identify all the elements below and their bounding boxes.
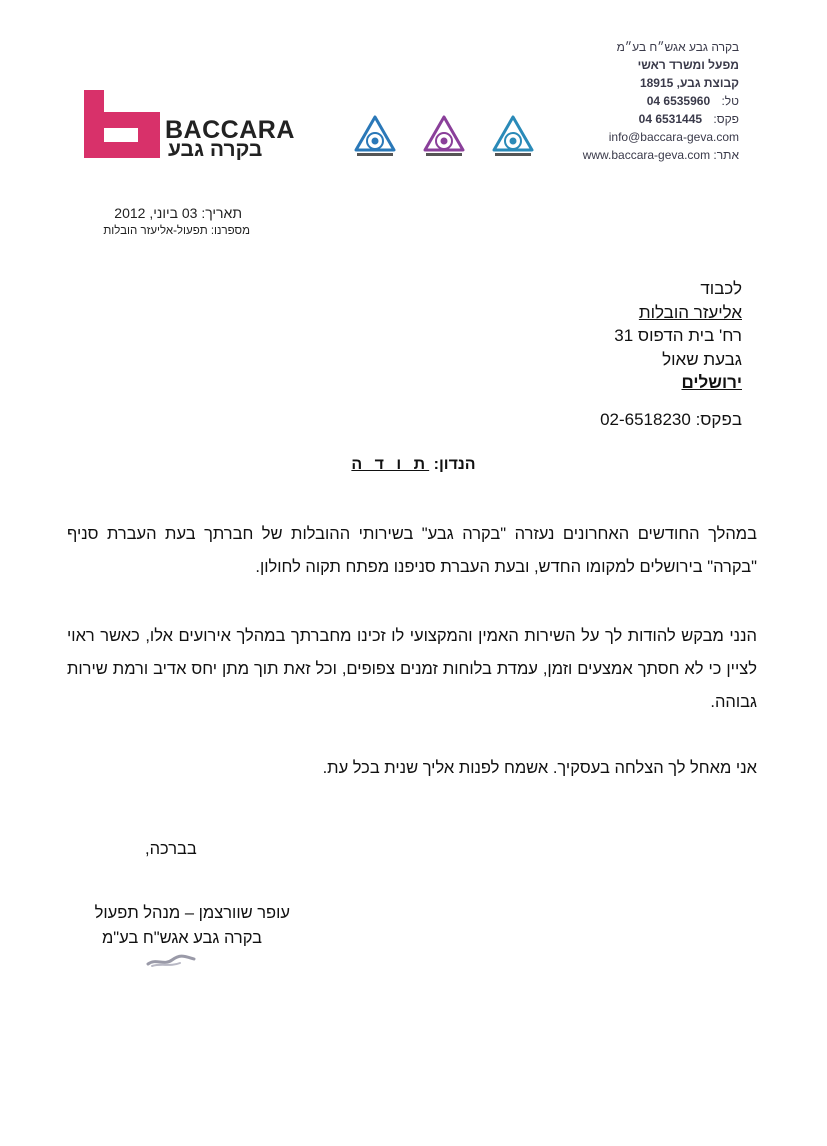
subject-line: [0, 456, 827, 474]
certification-seal-icon: [353, 114, 397, 160]
certification-seal-icon: [491, 114, 535, 160]
recipient-block: [614, 277, 742, 395]
recipient-city: ירושלים: [681, 373, 742, 392]
signer-name: עופר שוורצמן – מנהל תפעול: [94, 904, 290, 922]
fax-label: פקס:: [713, 112, 739, 126]
email-link[interactable]: info@baccara-geva.com: [608, 130, 739, 144]
closing-greeting: בברכה,: [145, 840, 197, 858]
recipient-area: גבעת שאול: [662, 349, 742, 369]
recipient-street: רח' בית הדפוס 31: [614, 326, 742, 345]
logo-text-hebrew: בקרה גבע: [168, 138, 263, 161]
body-paragraph-1: במהלך החודשים האחרונים נעזרה "בקרה גבע" בשירותי ההובלות של חברתך בעת העברת סניף "בקרה" בירושלים למקומו החדש, ובעת העברת סניפנו מפתח תקוה לחולון.: [67, 525, 757, 576]
body-paragraph-3: אני מאחל לך הצלחה בעסקיך. אשמח לפנות אליך שנית בכל עת.: [322, 759, 757, 777]
phone-row: [519, 92, 739, 110]
factory-line: מפעל ומשרד ראשי: [637, 58, 739, 72]
reference-number: מספרנו: תפעול-אליעזר הובלות: [103, 225, 250, 237]
signature-mark: [144, 950, 199, 970]
certification-seal-icon: [422, 114, 466, 160]
company-line: בקרה גבע אגש״ח בע״מ: [616, 40, 739, 54]
fax-line-label: בפקס:: [695, 410, 742, 429]
salutation: לכבוד: [700, 279, 742, 298]
fax-line: [600, 410, 742, 430]
subject-value: ת ו ד ה: [351, 456, 430, 473]
baccara-logo-mark: [84, 90, 160, 158]
fax-value: 04 6531445: [638, 112, 703, 126]
fax-row: [519, 110, 739, 128]
site-label: אתר:: [713, 148, 739, 162]
letter-date: תאריך: 03 ביוני, 2012: [114, 205, 242, 221]
website-link[interactable]: www.baccara-geva.com: [582, 148, 711, 162]
signer-company: בקרה גבע אגש"ח בע"מ: [101, 929, 262, 947]
logo-text-latin: BACCARA: [165, 116, 295, 144]
body-paragraph-2: הנני מבקש להודות לך על השירות האמין והמקצועי לו זכינו מחברתך במהלך אירועים אלו, כאשר ראוי לציין כי לא חסתך אמצעים וזמן, עמדת בלוחות זמנים צפופים, וכל זאת תוך מתן יחס אדיב ורמת שירות גבוהה.: [67, 627, 757, 711]
subject-label: הנדון:: [433, 456, 476, 473]
address-line: קבוצת גבע, 18915: [639, 76, 739, 90]
site-row: [519, 146, 739, 164]
phone-label: טל:: [721, 94, 739, 108]
phone-value: 04 6535960: [646, 94, 711, 108]
fax-line-number: 02-6518230: [600, 410, 691, 429]
recipient-name: אליעזר הובלות: [638, 302, 742, 322]
contact-block: [519, 38, 739, 164]
